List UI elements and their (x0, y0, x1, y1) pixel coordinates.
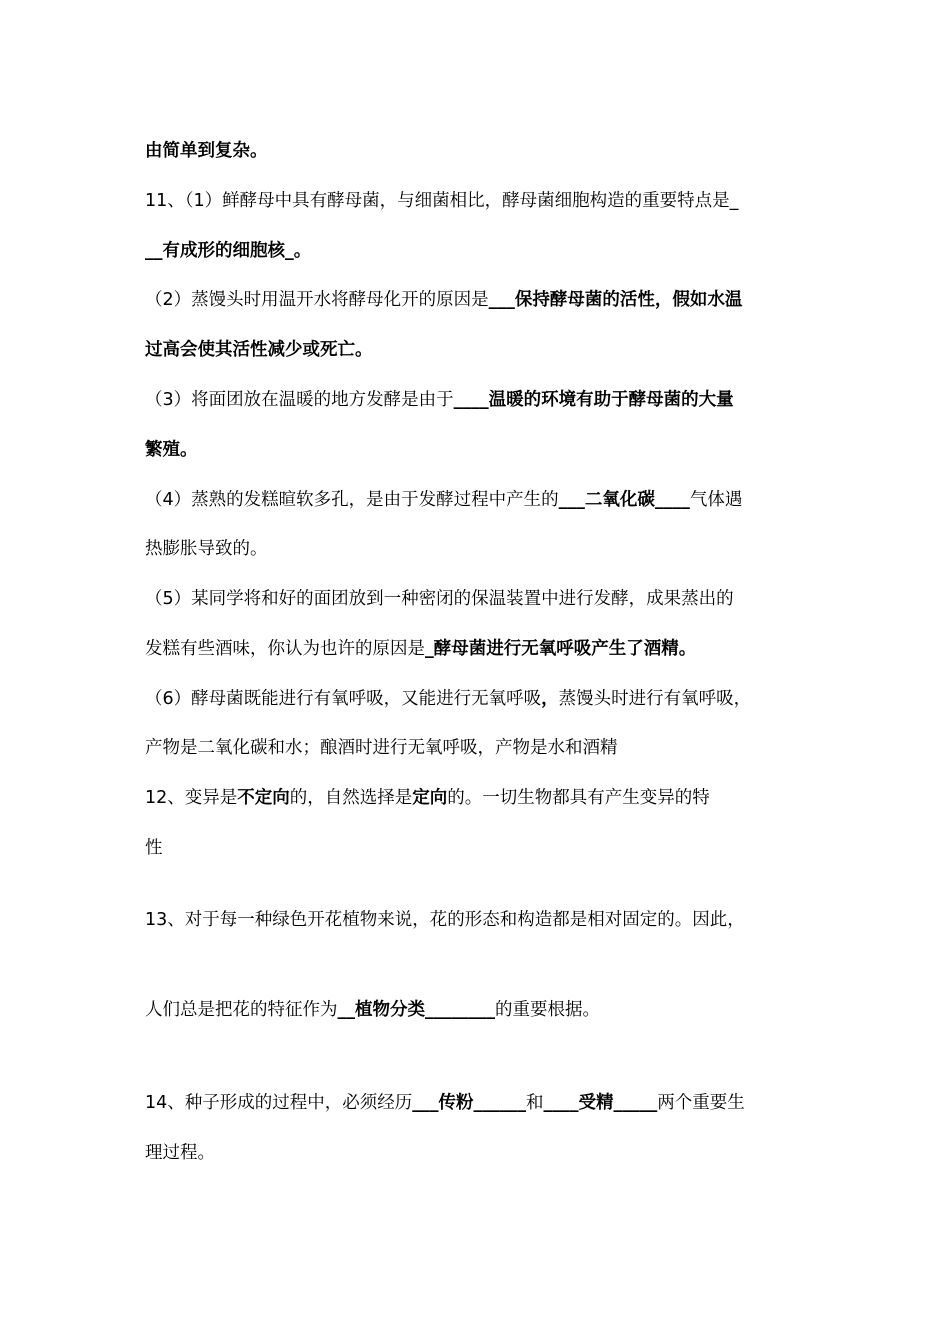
text-line (145, 1141, 825, 1165)
text-line (145, 239, 825, 263)
text-segment: （5）某同学将和好的面团放到一种密闭的保温装置中进行发酵，成果蒸出的 (145, 589, 734, 609)
bold-answer-text: __有成形的细胞核_。 (145, 241, 312, 261)
bold-answer-text: ___保持酵母菌的活性，假如水温 (488, 290, 743, 310)
text-segment: 14、种子形成的过程中，必须经历 (145, 1093, 413, 1113)
bold-answer-text: ___二氧化碳____ (558, 490, 690, 510)
text-line (145, 288, 825, 312)
bold-answer-text: ___传粉______ (412, 1093, 527, 1113)
bold-answer-text: 过高会使其活性减少或死亡。 (145, 340, 373, 360)
text-segment: 11、（1）鲜酵母中具有酵母菌，与细菌相比，酵母菌细胞构造的重要特点是_ (145, 191, 739, 211)
text-segment: 13、对于每一种绿色开花植物来说，花的形态和构造都是相对固定的。因此， (145, 910, 745, 930)
text-segment: 气体遇 (689, 490, 743, 510)
bold-answer-text: __植物分类________ (337, 1000, 495, 1020)
text-segment: 的重要根据。 (495, 1000, 600, 1020)
text-segment: （3）将面团放在温暖的地方发酵是由于 (145, 390, 454, 410)
text-line (145, 388, 825, 412)
text-segment: （2）蒸馒头时用温开水将酵母化开的原因是 (145, 290, 489, 310)
text-line (145, 189, 825, 213)
text-segment: （4）蒸熟的发糕暄软多孔，是由于发酵过程中产生的 (145, 490, 559, 510)
text-line (145, 587, 825, 611)
bold-answer-text: _酵母菌进行无氧呼吸产生了酒精。 (425, 639, 697, 659)
text-segment: 理过程。 (145, 1143, 215, 1163)
text-line (145, 998, 825, 1022)
text-segment: 的。一切生物都具有产生变异的特 (447, 788, 710, 808)
text-line (145, 687, 825, 711)
text-segment: 两个重要生 (657, 1093, 745, 1113)
text-segment: 人们总是把花的特征作为 (145, 1000, 338, 1020)
text-line (145, 488, 825, 512)
bold-answer-text: ____受精_____ (543, 1093, 658, 1113)
bold-answer-text: 繁殖。 (145, 440, 198, 460)
text-line (145, 786, 825, 810)
bold-answer-text: 定向 (412, 788, 448, 808)
text-line (145, 637, 825, 661)
text-segment: 12、变异是 (145, 788, 238, 808)
bold-answer-text: 不定向 (237, 788, 290, 808)
text-segment: 和 (526, 1093, 544, 1113)
bold-answer-text: ____温暖的环境有助于酵母菌的大量 (453, 390, 734, 410)
bold-answer-text: 由简单到复杂。 (145, 141, 268, 161)
text-segment: （6）酵母菌既能进行有氧呼吸，又能进行无氧呼吸 (145, 689, 542, 709)
text-line (145, 908, 825, 932)
text-line (145, 139, 825, 163)
text-segment: 性 (145, 838, 163, 858)
text-line (145, 338, 825, 362)
text-segment: 热膨胀导致的。 (145, 539, 268, 559)
text-line (145, 736, 825, 760)
text-line (145, 836, 825, 860)
text-segment: 的，自然选择是 (289, 788, 413, 808)
text-segment: 蒸馒头时进行有氧呼吸， (558, 689, 752, 709)
text-line (145, 438, 825, 462)
bold-answer-text: ， (541, 689, 559, 709)
text-segment: 发糕有些酒味，你认为也许的原因是 (145, 639, 425, 659)
text-line (145, 537, 825, 561)
text-line (145, 1091, 825, 1115)
text-segment: 产物是二氧化碳和水；酿酒时进行无氧呼吸，产物是水和酒精 (145, 738, 618, 758)
